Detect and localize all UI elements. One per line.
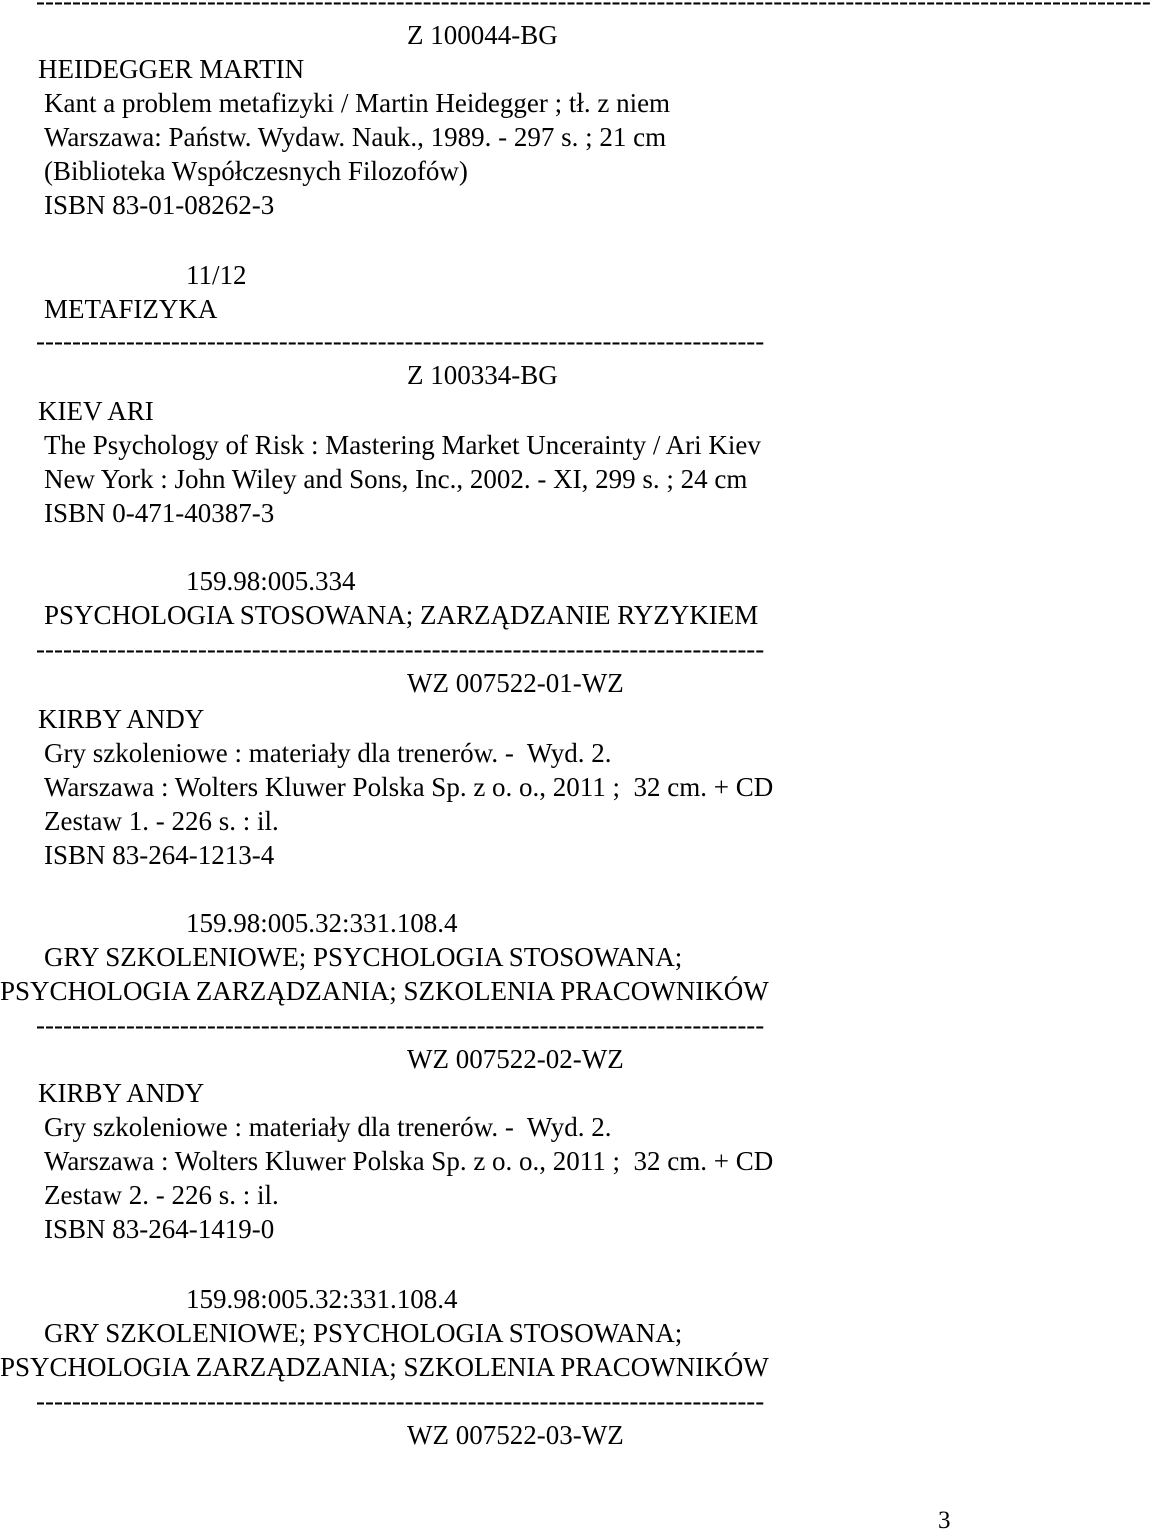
separator: ---------------------------------------------------------------------------------	[36, 1386, 765, 1416]
record-line: ISBN 83-264-1419-0	[44, 1214, 275, 1244]
record-line: Gry szkoleniowe : materiały dla trenerów. - Wyd. 2.	[44, 1112, 612, 1142]
call-number: WZ 007522-02-WZ	[407, 1044, 624, 1074]
record-line: The Psychology of Risk : Mastering Market Uncerainty / Ari Kiev	[44, 430, 761, 460]
subject-line: GRY SZKOLENIOWE; PSYCHOLOGIA STOSOWANA;	[44, 942, 683, 972]
separator: ---------------------------------------------------------------------------------	[36, 326, 765, 356]
classification: 159.98:005.32:331.108.4	[186, 1284, 458, 1314]
author: KIRBY ANDY	[38, 1078, 205, 1108]
author: HEIDEGGER MARTIN	[38, 54, 305, 84]
call-number: WZ 007522-01-WZ	[407, 668, 624, 698]
record-line: Gry szkoleniowe : materiały dla trenerów. - Wyd. 2.	[44, 738, 612, 768]
record-line: Zestaw 2. - 226 s. : il.	[44, 1180, 279, 1210]
subject-line: PSYCHOLOGIA STOSOWANA; ZARZĄDZANIE RYZYKIEM	[44, 600, 759, 630]
record-line: Zestaw 1. - 226 s. : il.	[44, 806, 279, 836]
record-line: (Biblioteka Współczesnych Filozofów)	[44, 156, 468, 186]
record-line: ISBN 83-01-08262-3	[44, 190, 275, 220]
call-number: Z 100334-BG	[407, 360, 558, 390]
call-number: WZ 007522-03-WZ	[407, 1420, 624, 1450]
record-line: ISBN 0-471-40387-3	[44, 498, 275, 528]
subject-line: METAFIZYKA	[44, 294, 218, 324]
top-separator: ----------------------------------------------------------------------------------------------------------------------------	[36, 0, 1151, 16]
classification: 159.98:005.32:331.108.4	[186, 908, 458, 938]
classification: 11/12	[186, 260, 247, 290]
subject-line: PSYCHOLOGIA ZARZĄDZANIA; SZKOLENIA PRACOWNIKÓW	[0, 976, 769, 1006]
author: KIEV ARI	[38, 396, 154, 426]
record-line: Kant a problem metafizyki / Martin Heidegger ; tł. z niem	[44, 88, 671, 118]
page-number: 3	[938, 1507, 951, 1534]
classification: 159.98:005.334	[186, 566, 356, 596]
separator: ---------------------------------------------------------------------------------	[36, 1010, 765, 1040]
record-line: Warszawa : Wolters Kluwer Polska Sp. z o. o., 2011 ; 32 cm. + CD	[44, 1146, 774, 1176]
separator: ---------------------------------------------------------------------------------	[36, 634, 765, 664]
author: KIRBY ANDY	[38, 704, 205, 734]
record-line: New York : John Wiley and Sons, Inc., 2002. - XI, 299 s. ; 24 cm	[44, 464, 748, 494]
call-number: Z 100044-BG	[407, 20, 558, 50]
subject-line: GRY SZKOLENIOWE; PSYCHOLOGIA STOSOWANA;	[44, 1318, 683, 1348]
record-line: Warszawa : Wolters Kluwer Polska Sp. z o. o., 2011 ; 32 cm. + CD	[44, 772, 774, 802]
record-line: ISBN 83-264-1213-4	[44, 840, 275, 870]
record-line: Warszawa: Państw. Wydaw. Nauk., 1989. - 297 s. ; 21 cm	[44, 122, 667, 152]
subject-line: PSYCHOLOGIA ZARZĄDZANIA; SZKOLENIA PRACOWNIKÓW	[0, 1352, 769, 1382]
